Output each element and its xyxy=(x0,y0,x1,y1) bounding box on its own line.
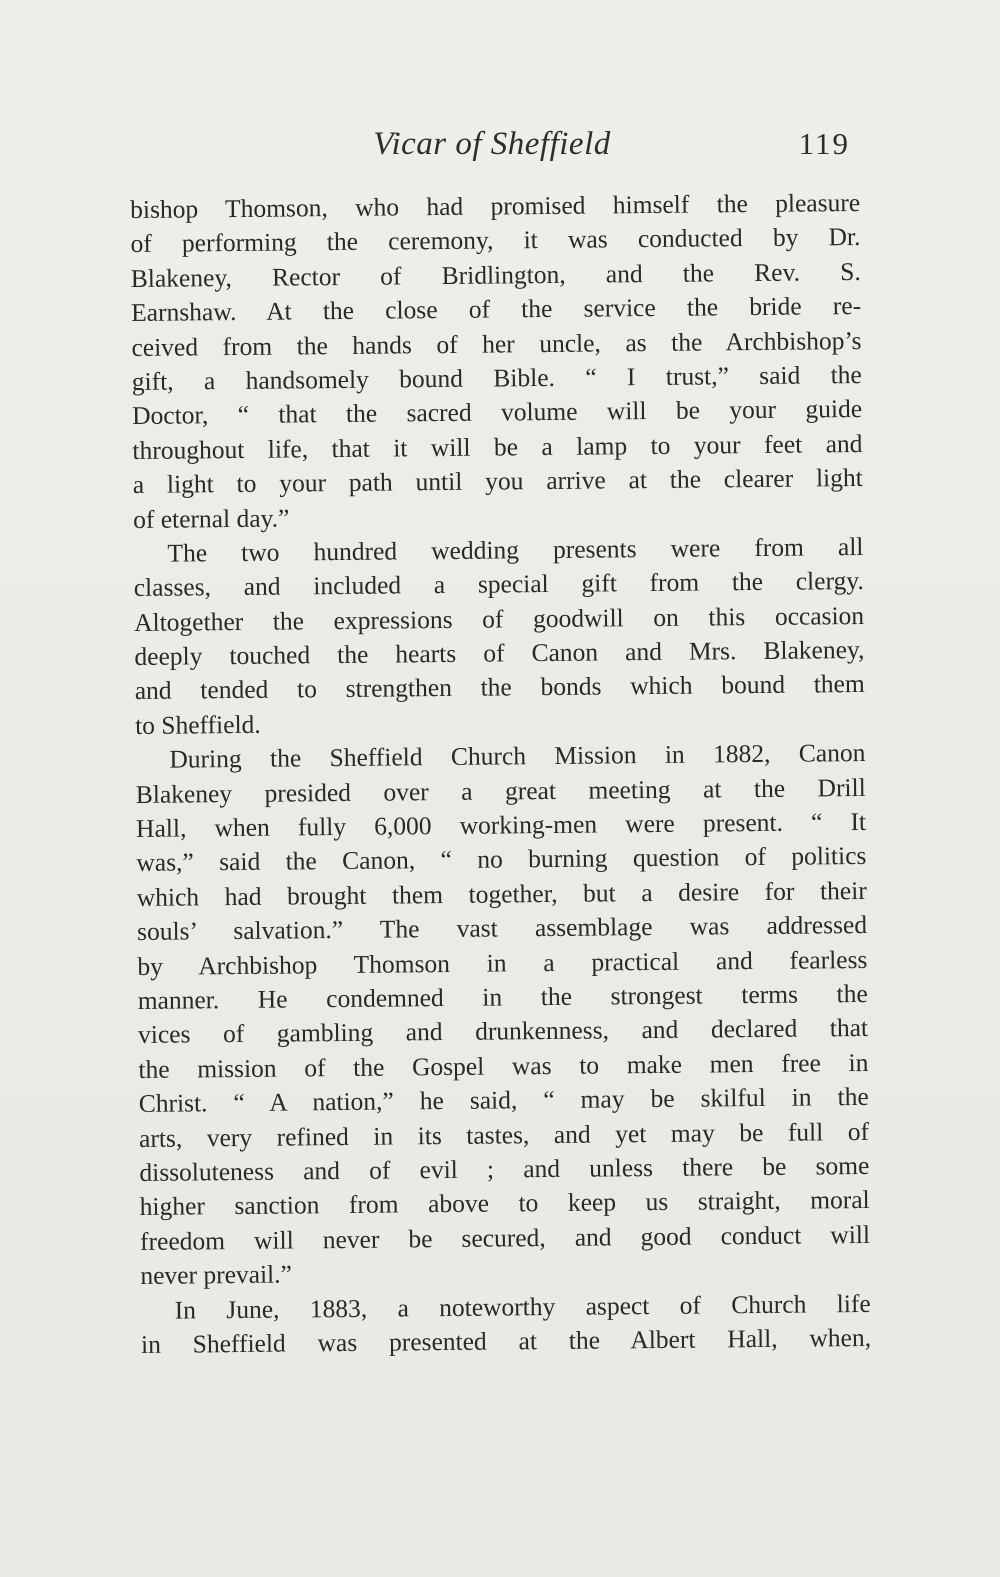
text-line: in Sheffield was presented at the Albert Hall, when, xyxy=(140,1322,872,1359)
text-line: souls’ salvation.” The vast assemblage was addressed xyxy=(136,910,868,947)
page-number: 119 xyxy=(798,126,850,161)
running-title: Vicar of Sheffield xyxy=(373,126,611,162)
text-line: Blakeney, Rector of Bridlington, and the Rev. S. xyxy=(130,256,861,293)
text-line: manner. He condemned in the strongest terms the xyxy=(137,978,868,1015)
text-line: ceived from the hands of her uncle, as the Archbishop’s xyxy=(131,325,862,362)
text-line: Doctor, “ that the sacred volume will be your guide xyxy=(131,394,863,431)
text-line: was,” said the Canon, “ no burning question of politics xyxy=(136,841,867,878)
text-line: higher sanction from above to keep us straight, moral xyxy=(139,1185,870,1222)
text-line: by Archbishop Thomson in a practical and fearless xyxy=(137,944,868,981)
text-line: throughout life, that it will be a lamp to your feet and xyxy=(132,428,863,465)
running-head xyxy=(128,126,856,170)
paragraph xyxy=(141,1286,872,1362)
text-line: Christ. “ A nation,” he said, “ may be skilful in the xyxy=(138,1082,869,1119)
paragraph xyxy=(130,186,863,537)
text-line: arts, very refined in its tastes, and yet may be full of xyxy=(138,1116,870,1153)
text-line: During the Sheffield Church Mission in 1882, Canon xyxy=(169,738,866,774)
text-line: the mission of the Gospel was to make men free in xyxy=(138,1047,869,1084)
text-line: of eternal day.” xyxy=(132,503,290,534)
text-line: Earnshaw. At the close of the service the bride re- xyxy=(131,291,862,328)
paragraph xyxy=(133,530,865,743)
text-line: vices of gambling and drunkenness, and declared that xyxy=(137,1013,869,1050)
text-line: a light to your path until you arrive at the clearer light xyxy=(132,463,863,500)
text-line: gift, a handsomely bound Bible. “ I trust,” said the xyxy=(131,359,862,396)
body-text xyxy=(130,186,871,1362)
text-line: bishop Thomson, who had promised himself the pleasure xyxy=(130,187,861,224)
text-line: to Sheffield. xyxy=(134,709,261,740)
text-line: which had brought them together, but a desire for their xyxy=(136,875,867,912)
text-line: freedom will never be secured, and good conduct will xyxy=(139,1219,871,1256)
text-line: never prevail.” xyxy=(140,1259,293,1291)
text-line: deeply touched the hearts of Canon and Mrs. Blakeney, xyxy=(134,635,865,672)
text-line: The two hundred wedding presents were from all xyxy=(167,531,864,568)
text-line: classes, and included a special gift from the clergy. xyxy=(133,566,864,603)
text-line: Blakeney presided over a great meeting at the Drill xyxy=(135,772,866,809)
text-line: and tended to strengthen the bonds which bound them xyxy=(134,669,865,706)
paragraph xyxy=(135,736,870,1293)
text-line: In June, 1883, a noteworthy aspect of Church life xyxy=(174,1288,871,1325)
text-line: Altogether the expressions of goodwill on this occasion xyxy=(133,600,865,637)
text-line: of performing the ceremony, it was conducted by Dr. xyxy=(130,222,861,259)
text-line: dissoluteness and of evil ; and unless there be some xyxy=(139,1150,870,1187)
text-line: Hall, when fully 6,000 working-men were present. “ It xyxy=(135,806,867,844)
